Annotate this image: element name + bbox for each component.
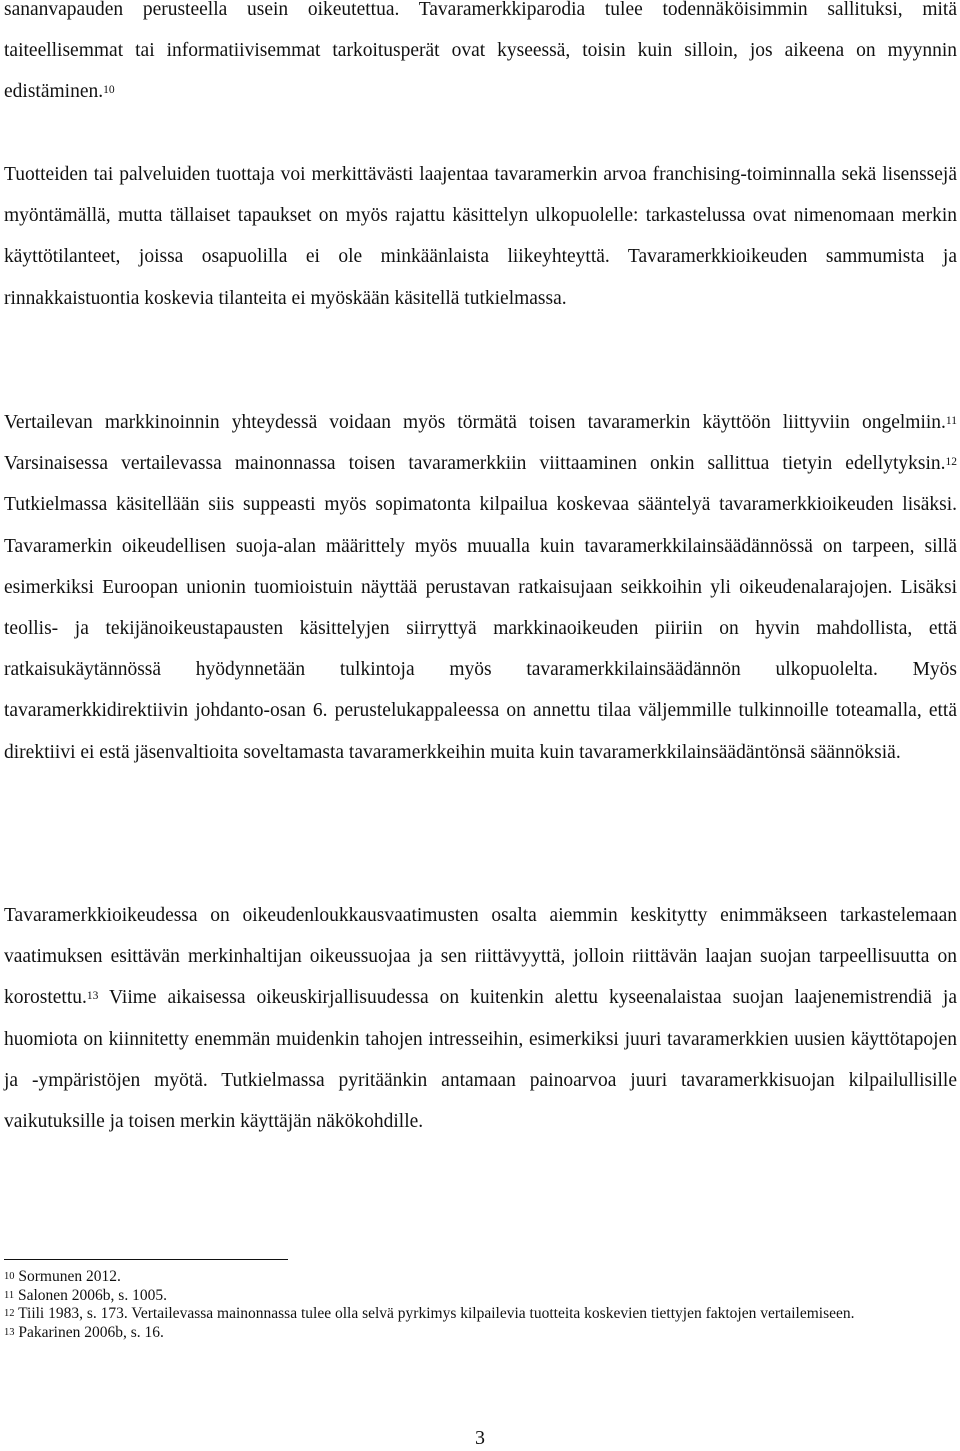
footnote-13 — [4, 1324, 944, 1343]
paragraph-1-text: sananvapauden perusteella usein oikeutettua. Tavaramerkkiparodia tulee todennäköisimmin sallituksi, mitä taiteellisemmat tai informatiivisemmat tarkoitusperät ovat kyseessä, toisin kuin silloin, jos aikeena on myynnin edistäminen. — [4, 0, 957, 103]
paragraph-4 — [4, 895, 957, 1142]
paragraph-3-text-a: Vertailevan markkinoinnin yhteydessä voidaan myös törmätä toisen tavaramerkin käyttöön liittyviin ongelmiin. — [4, 412, 946, 433]
footnote-number: 13 — [4, 1326, 15, 1338]
footnote-11 — [4, 1287, 944, 1306]
footnote-text: Sormunen 2012. — [14, 1268, 121, 1285]
paragraph-3 — [4, 402, 957, 773]
paragraph-3-text-b: Varsinaisessa vertailevassa mainonnassa toisen tavaramerkkiin viittaaminen onkin sallittua tietyin edellytyksin. — [4, 453, 946, 475]
footnote-number: 12 — [4, 1308, 15, 1320]
footnote-12 — [4, 1305, 944, 1324]
paragraph-2-text: Tuotteiden tai palveluiden tuottaja voi merkittävästi laajentaa tavaramerkin arvoa franchising-toiminnalla sekä lisenssejä myöntämällä, mutta tällaiset tapaukset on myös rajattu käsittelyn ulkopuolelle: tarkastelussa ovat nimenomaan merkin käyttötilanteet, joissa osapuolilla ei ole minkäänlaista liikeyhteyttä. Tavaramerkkioikeuden sammumista ja rinnakkaistuontia koskevia tilanteita ei myöskään käsitellä tutkielmassa. — [4, 164, 957, 309]
footnote-text: Salonen 2006b, s. 1005. — [14, 1286, 167, 1304]
footnote-text: Tiili 1983, s. 173. Vertailevassa mainonnassa tulee olla selvä pyrkimys kilpailevia tuotteita koskevien tiettyjen faktojen vertailemiseen. — [14, 1305, 855, 1323]
footnote-separator — [4, 1259, 288, 1260]
paragraph-1 — [4, 0, 957, 113]
paragraph-2 — [4, 154, 957, 319]
footnote-number: 11 — [4, 1289, 15, 1301]
footnote-ref-12: 12 — [945, 456, 957, 469]
footnote-ref-10: 10 — [103, 84, 115, 97]
paragraph-4-text-b: Viime aikaisessa oikeuskirjallisuudessa on kuitenkin alettu kyseenalaistaa suojan laajenemistrendiä ja huomiota on kiinnitetty enemmän muidenkin tahojen intresseihin, esimerkiksi juuri tavaramerkkien uusien käyttötapojen ja -ympäristöjen myötä. Tutkielmassa pyritäänkin antamaan painoarvoa juuri tavaramerkkisuojan kilpailullisille vaikutuksille ja toisen merkin käyttäjän näkökohdille. — [4, 987, 957, 1133]
footnote-ref-13: 13 — [86, 990, 99, 1003]
footnote-number: 10 — [4, 1271, 15, 1282]
footnote-10 — [4, 1268, 944, 1287]
footnote-ref-11: 11 — [945, 415, 957, 427]
footnotes — [4, 1268, 944, 1342]
footnote-text: Pakarinen 2006b, s. 16. — [14, 1323, 164, 1341]
paragraph-3-text-c: Tutkielmassa käsitellään siis suppeasti myös sopimatonta kilpailua koskevaa sääntelyä tavaramerkkioikeuden lisäksi. Tavaramerkin oikeudellisen suoja-alan määrittely myös muualla kuin tavaramerkkilainsäädännössä on tarpeen, sillä esimerkiksi Euroopan unionin tuomioistuin näyttää perustavan ratkaisujaan seikkoihin yli oikeudenalarajojen. Lisäksi teollis- ja tekijänoikeustapausten käsittelyjen siirryttyä markkinaoikeuden piiriin on hyvin mahdollista, että ratkaisukäytännössä hyödynnetään tulkintoja myös tavaramerkkilainsäädännön ulkopuolelta. Myös tavaramerkkidirektiivin johdanto-osan 6. perustelukappaleessa on annettu tilaa väljemmille tulkinnoille toteamalla, että direktiivi ei estä jäsenvaltioita soveltamasta tavaramerkkeihin muita kuin tavaramerkkilainsäädäntönsä säännöksiä. — [4, 494, 957, 763]
paragraph-4-text-a: Tavaramerkkioikeudessa on oikeudenloukkausvaatimusten osalta aiemmin keskitytty enimmäkseen tarkastelemaan vaatimuksen esittävän merkinhaltijan oikeussuojaa ja sen riittävyyttä, jolloin riittävän laajan suojan tarpeellisuutta on korostettu. — [4, 905, 957, 1009]
page-number: 3 — [475, 1427, 485, 1449]
